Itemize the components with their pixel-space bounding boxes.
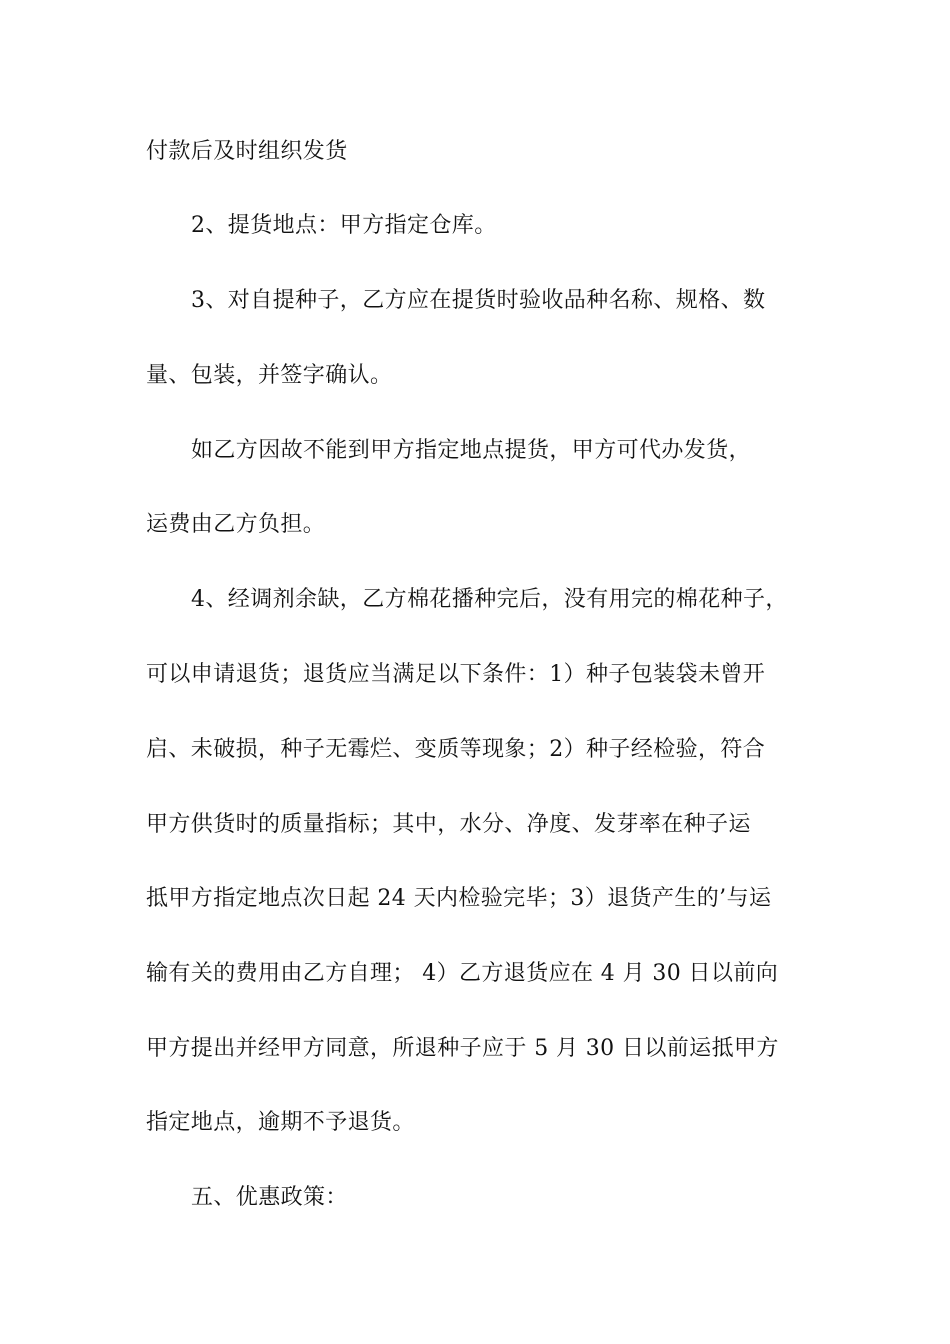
text-line: 量、包装，并签字确认。 <box>146 363 393 388</box>
clause-2-pickup-location: 2、提货地点：甲方指定仓库。 <box>191 213 497 238</box>
text-line: 抵甲方指定地点次日起 24 天内检验完毕；3）退货产生的’与运 <box>146 886 772 911</box>
text-line: 可以申请退货；退货应当满足以下条件：1）种子包装袋未曾开 <box>146 662 766 687</box>
section-heading-preferential-policy: 五、优惠政策： <box>191 1185 348 1210</box>
text-line: 启、未破损，种子无霉烂、变质等现象；2）种子经检验，符合 <box>146 737 766 762</box>
text-line: 运费由乙方负担。 <box>146 512 326 537</box>
clause-4-returns: 4、经调剂余缺，乙方棉花播种完后，没有用完的棉花种子， <box>191 587 788 612</box>
clause-3-inspection: 3、对自提种子，乙方应在提货时验收品种名称、规格、数 <box>191 288 766 313</box>
text-line: 指定地点，逾期不予退货。 <box>146 1110 415 1135</box>
text-line: 输有关的费用由乙方自理； 4）乙方退货应在 4 月 30 日以前向 <box>146 961 779 986</box>
text-line: 付款后及时组织发货 <box>146 139 348 164</box>
text-line: 甲方提出并经甲方同意，所退种子应于 5 月 30 日以前运抵甲方 <box>146 1036 779 1061</box>
delivery-note: 如乙方因故不能到甲方指定地点提货，甲方可代办发货， <box>191 438 752 463</box>
text-line: 甲方供货时的质量指标；其中，水分、净度、发芽率在种子运 <box>146 812 751 837</box>
